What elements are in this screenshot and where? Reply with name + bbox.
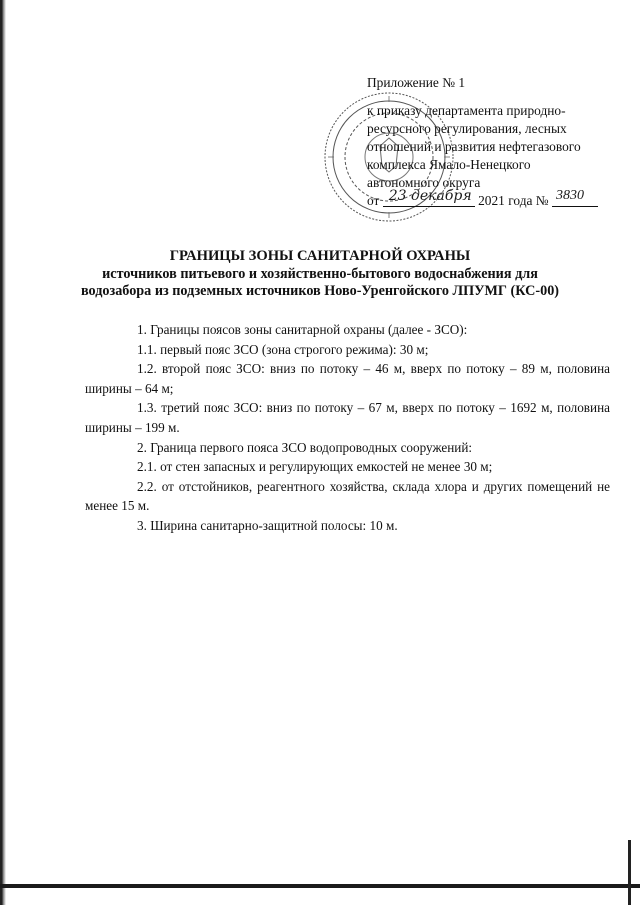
appendix-date-line <box>367 188 612 210</box>
scan-right-edge <box>628 840 631 905</box>
appendix-title: Приложение № 1 <box>367 75 466 90</box>
scan-left-edge <box>0 0 6 905</box>
handwritten-date: 23 декабря <box>388 188 472 204</box>
appendix-line: ресурсного регулирования, лесных <box>367 121 567 136</box>
document-heading <box>40 248 600 301</box>
paragraph: 3. Ширина санитарно-защитной полосы: 10 м. <box>137 517 398 533</box>
paragraph: 1.2. второй пояс ЗСО: вниз по потоку – 46 м, вверх по потоку – 89 м, половина ширины – 64 м; <box>85 361 610 396</box>
document-body <box>85 320 610 536</box>
handwritten-number: 3830 <box>555 188 584 203</box>
paragraph: 2.2. от отстойников, реагентного хозяйства, склада хлора и других помещений не менее 15 м. <box>85 478 610 514</box>
appendix-line: автономного округа <box>367 175 481 190</box>
number-blank <box>552 188 598 207</box>
year-text: 2021 года № <box>478 193 549 208</box>
paragraph: 2. Граница первого пояса ЗСО водопроводных сооружений: <box>137 439 473 455</box>
heading-line-2: источников питьевого и хозяйственно-бытового водоснабжения для <box>102 265 538 282</box>
date-prefix: от <box>367 193 380 208</box>
heading-line-1: ГРАНИЦЫ ЗОНЫ САНИТАРНОЙ ОХРАНЫ <box>169 248 471 264</box>
appendix-line: к приказу департамента природно- <box>367 103 566 118</box>
date-blank <box>383 188 475 207</box>
paragraph: 1.3. третий пояс ЗСО: вниз по потоку – 67 м, вверх по потоку – 1692 м, половина ширины – 199 м. <box>85 400 610 435</box>
paragraph: 1. Границы поясов зоны санитарной охраны (далее - ЗСО): <box>137 322 468 337</box>
appendix-block <box>367 74 612 210</box>
scan-bottom-edge <box>0 884 640 888</box>
appendix-line: отношений и развития нефтегазового <box>367 139 581 154</box>
paragraph: 2.1. от стен запасных и регулирующих емкостей не менее 30 м; <box>137 459 493 475</box>
appendix-line: комплекса Ямало-Ненецкого <box>367 157 531 172</box>
paragraph: 1.1. первый пояс ЗСО (зона строгого режима): 30 м; <box>137 341 429 357</box>
heading-line-3: водозабора из подземных источников Ново-Уренгойского ЛПУМГ (КС-00) <box>80 283 560 299</box>
